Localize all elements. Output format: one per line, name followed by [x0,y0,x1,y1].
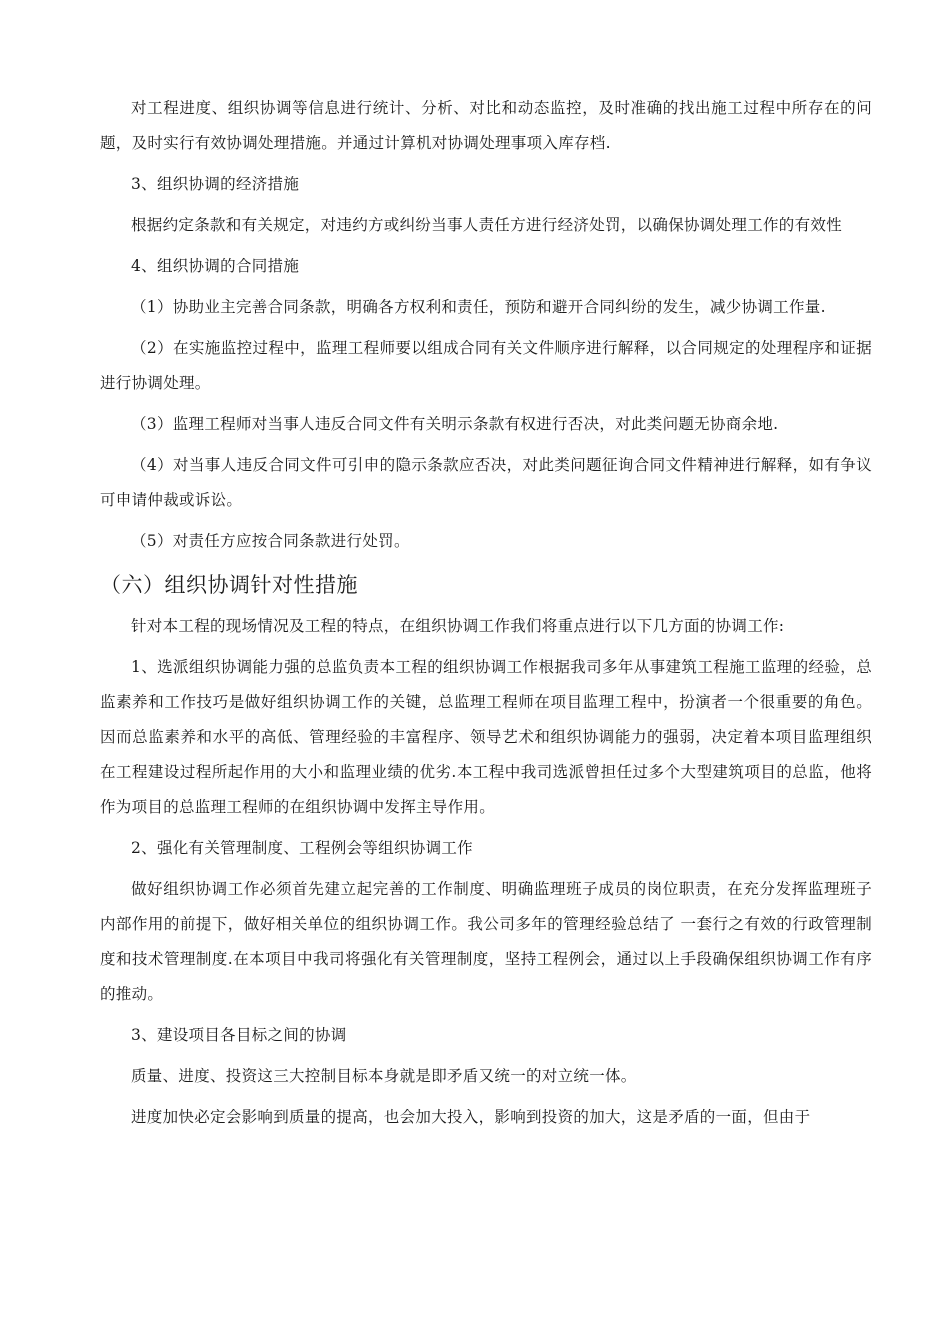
item-goal-coordination-title: 3、建设项目各目标之间的协调 [131,1026,347,1044]
section-heading: （六）组织协调针对性措施 [100,573,358,597]
item-economic-measures-title: 3、组织协调的经济措施 [131,175,300,193]
paragraph-targeted-intro: 针对本工程的现场情况及工程的特点，在组织协调工作我们将重点进行以下几方面的协调工作: [131,617,785,635]
item-contract-measures-title: 4、组织协调的合同措施 [131,257,300,275]
document-body [100,91,872,1135]
contract-measure-2: （2）在实施监控过程中，监理工程师要以组成合同有关文件顺序进行解释，以合同规定的处理程序和证据进行协调处理。 [100,339,872,392]
paragraph-schedule-impact: 进度加快必定会影响到质量的提高，也会加大投入，影响到投资的加大，这是矛盾的一面，但由于 [131,1108,811,1126]
paragraph-economic-measures: 根据约定条款和有关规定，对违约方或纠纷当事人责任方进行经济处罚，以确保协调处理工作的有效性 [131,216,843,234]
paragraph-info-monitoring: 对工程进度、组织协调等信息进行统计、分析、对比和动态监控，及时准确的找出施工过程中所存在的问题，及时实行有效协调处理措施。并通过计算机对协调处理事项入库存档. [100,99,872,152]
contract-measure-5: （5）对责任方应按合同条款进行处罚。 [131,532,410,550]
item-management-system-title: 2、强化有关管理制度、工程例会等组织协调工作 [131,839,473,857]
contract-measure-4: （4）对当事人违反合同文件可引申的隐示条款应否决，对此类问题征询合同文件精神进行解释，如有争议可申请仲裁或诉讼。 [100,456,872,509]
contract-measure-3: （3）监理工程师对当事人违反合同文件有关明示条款有权进行否决，对此类问题无协商余地. [131,415,779,433]
paragraph-chief-supervisor: 1、选派组织协调能力强的总监负责本工程的组织协调工作根据我司多年从事建筑工程施工监理的经验，总监素养和工作技巧是做好组织协调工作的关键，总监理工程师在项目监理工程中，扮演者一个很重要的角色。因而总监素养和水平的高低、管理经验的丰富程序、领导艺术和组织协调能力的强弱，决定着本项目监理组织在工程建设过程所起作用的大小和监理业绩的优劣.本工程中我司选派曾担任过多个大型建筑项目的总监，他将作为项目的总监理工程师的在组织协调中发挥主导作用。 [100,658,872,816]
paragraph-management-system: 做好组织协调工作必须首先建立起完善的工作制度、明确监理班子成员的岗位职责，在充分发挥监理班子内部作用的前提下，做好相关单位的组织协调工作。我公司多年的管理经验总结了 一套行之有效的行政管理制度和技术管理制度.在本项目中我司将强化有关管理制度，坚持工程例会，通过以上手段确保组织协调工作有序的推动。 [100,880,872,1003]
paragraph-three-goals: 质量、进度、投资这三大控制目标本身就是即矛盾又统一的对立统一体。 [131,1067,637,1085]
contract-measure-1: （1）协助业主完善合同条款，明确各方权利和责任，预防和避开合同纠纷的发生，减少协调工作量. [131,298,826,316]
